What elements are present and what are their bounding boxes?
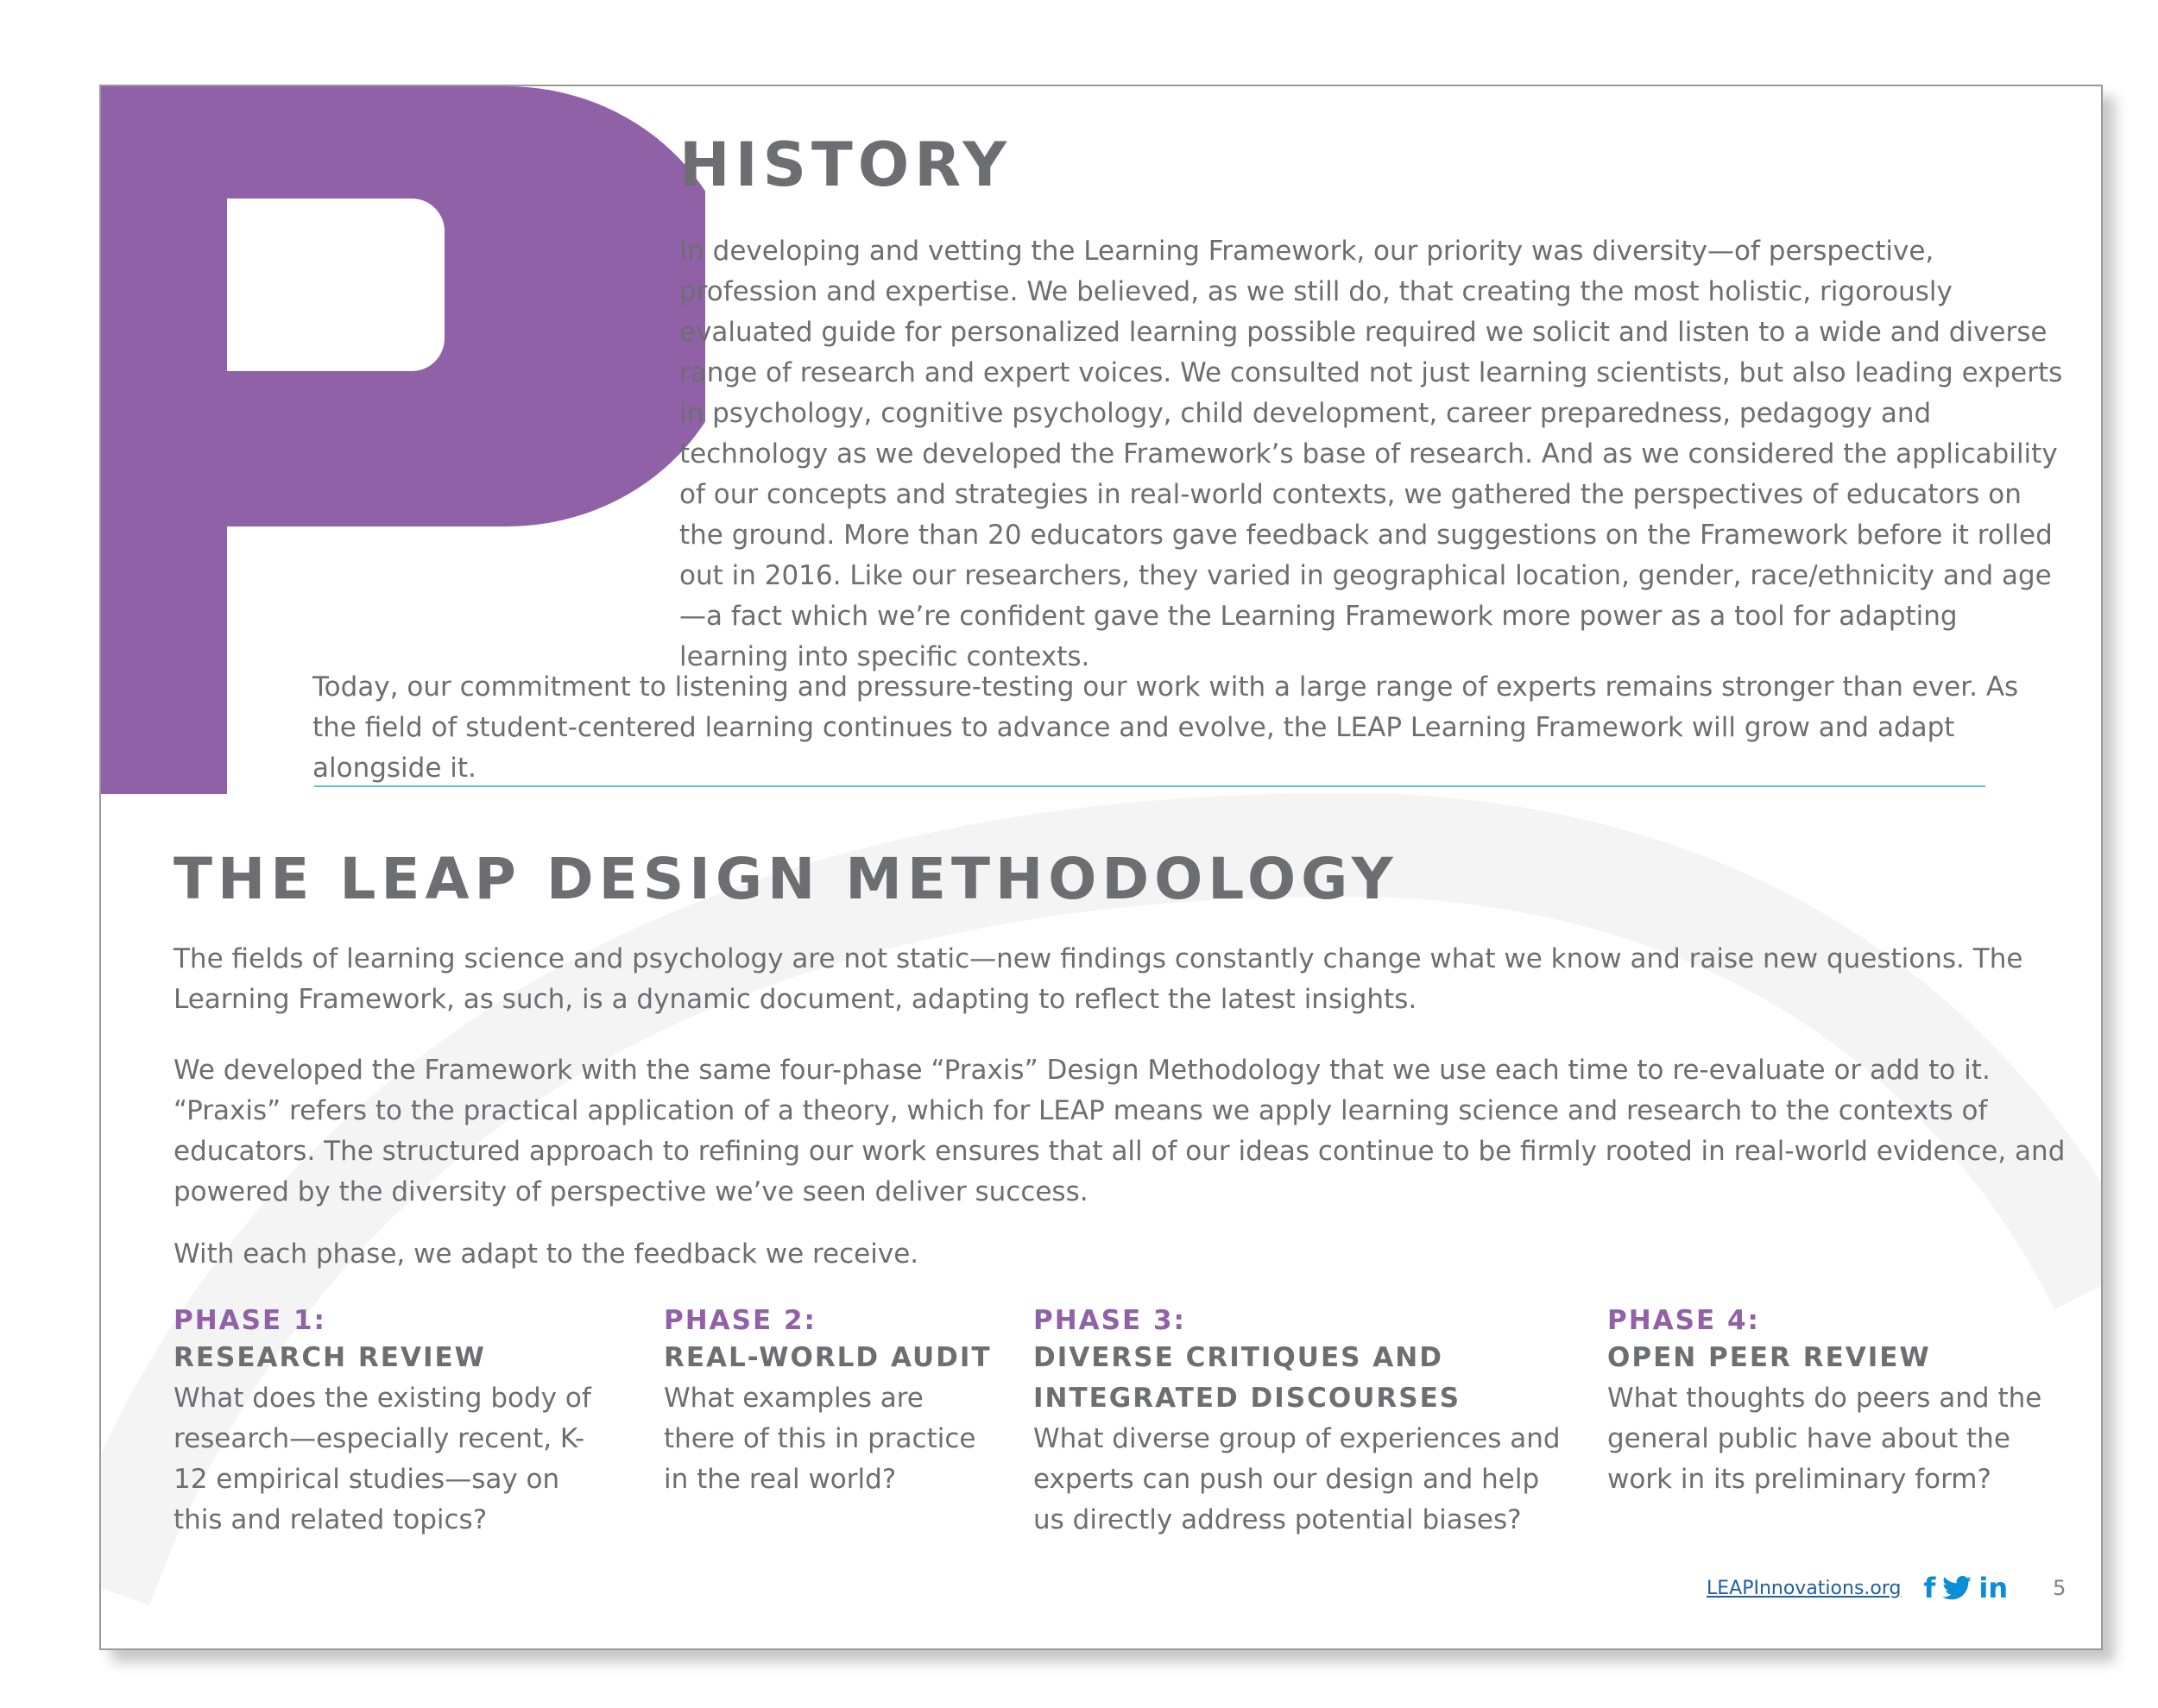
section-divider [314,785,1985,787]
phase-name: RESEARCH REVIEW [174,1342,486,1373]
phase-question: What thoughts do peers and the general public have about the work in its preliminary form? [1607,1383,2042,1495]
phase-number: PHASE 1: [174,1305,326,1336]
phase-number: PHASE 3: [1033,1305,1186,1336]
phase-number: PHASE 2: [664,1305,817,1336]
phase-2 [664,1303,992,1500]
phase-question: What diverse group of experiences and experts can push our design and help us directly address potential biases? [1033,1423,1561,1535]
methodology-paragraph-2: We developed the Framework with the same four-phase “Praxis” Design Methodology that we use each time to re-evaluate or add to it. “Praxis” refers to the practical application of a theory, which for LEAP means we apply learning science and research to the contexts of educators. The structured approach to refining our work ensures that all of our ideas continue to be firmly rooted in real-world evidence, and powered by the diversity of perspective we’ve seen deliver success. [174,1055,2066,1207]
phase-name: REAL-WORLD AUDIT [664,1342,992,1373]
methodology-paragraph-1: The fields of learning science and psychology are not static—new findings constantly change what we know and raise new questions. The Learning Framework, as such, is a dynamic document, adapting to reflect the latest insights. [174,943,2023,1015]
phase-3 [1033,1303,1568,1541]
history-today-paragraph: Today, our commitment to listening and pressure-testing our work with a large range of experts remains stronger than ever. As the field of student-centered learning continues to advance and evolve, the LEAP Learning Framework will grow and adapt alongside it. [312,671,2019,784]
website-link[interactable]: LEAPInnovations.org [1707,1577,1902,1599]
phase-4 [1607,1303,2056,1500]
phase-number: PHASE 4: [1607,1305,1760,1336]
history-heading: HISTORY [679,129,1013,200]
phase-1 [174,1303,614,1541]
page-number: 5 [2053,1576,2067,1600]
facebook-icon[interactable]: f [1923,1572,1936,1604]
linkedin-icon[interactable]: in [1978,1572,2009,1604]
phase-name: DIVERSE CRITIQUES AND INTEGRATED DISCOURSES [1033,1342,1461,1414]
phase-question: What examples are there of this in practice in the real world? [664,1383,976,1495]
twitter-icon[interactable] [1942,1576,1972,1600]
phase-name: OPEN PEER REVIEW [1607,1342,1931,1373]
methodology-paragraph-3: With each phase, we adapt to the feedback we receive. [174,1238,919,1270]
document-page [99,85,2103,1650]
page-footer [1707,1571,2066,1605]
phase-question: What does the existing body of research—especially recent, K-12 empirical studies—say on this and related topics? [174,1383,591,1535]
history-paragraph: In developing and vetting the Learning Framework, our priority was diversity—of perspective, profession and expertise. We believed, as we still do, that creating the most holistic, rigorously evaluated guide for personalized learning possible required we solicit and listen to a wide and diverse range of research and expert voices. We consulted not just learning scientists, but also leading experts in psychology, cognitive psychology, child development, career preparedness, pedagogy and technology as we developed the Framework’s base of research. And as we considered the applicability of our concepts and strategies in real-world contexts, we gathered the perspectives of educators on the ground. More than 20 educators gave feedback and suggestions on the Framework before it rolled out in 2016. Like our researchers, they varied in geographical location, gender, race/ethnicity and age—a fact which we’re confident gave the Learning Framework more power as a tool for adapting learning into specific contexts. [679,236,2063,672]
methodology-heading: THE LEAP DESIGN METHODOLOGY [174,846,1398,912]
